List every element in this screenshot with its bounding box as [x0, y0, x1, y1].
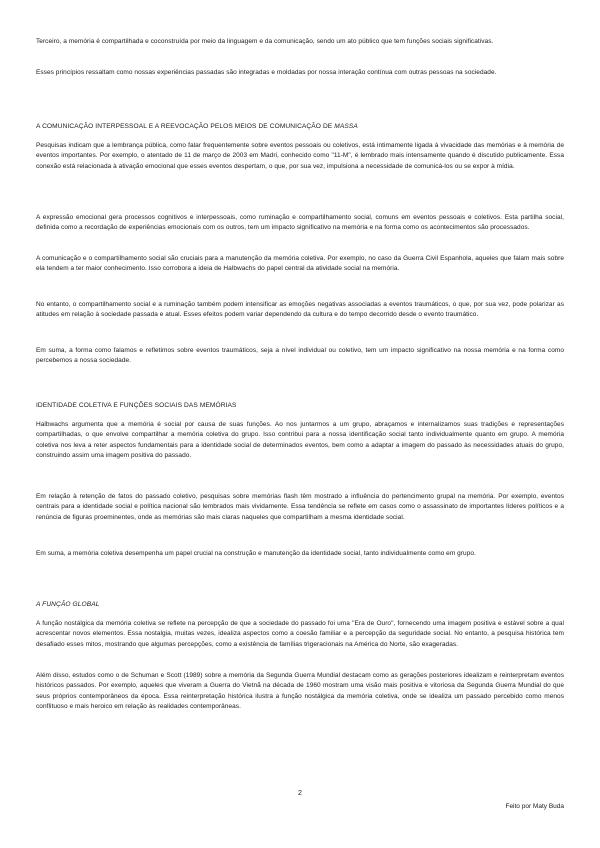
page-number: 2	[298, 790, 302, 797]
paragraph-s1-3: A comunicação e o compartilhamento social são cruciais para a manutenção da memória coletiva. Por exemplo, no caso da Guerra Civil Espanhola, aqueles que falam mais sobre ela tendem a ter maior conhecimento. Isso corrobora a ideia de Halbwachs do papel central da atividade social na memória.	[36, 255, 564, 273]
paragraph-s1-5: Em suma, a forma como falamos e refletimos sobre eventos traumáticos, seja a nível individual ou coletivo, tem um impacto significativo na nossa memória e na forma como percebemos a nossa sociedade.	[36, 347, 564, 365]
paragraph-s1-2: A expressão emocional gera processos cognitivos e interpessoais, como ruminação e compartilhamento social, comuns em eventos pessoais e coletivos. Esta partilha social, definida como a recordação de experiências emocionais com os outros, tem um impacto significativo na memória e na forma como os acontecimentos são processados.	[36, 214, 564, 232]
paragraph-s1-4: No entanto, o compartilhamento social e a ruminação também podem intensificar as emoções negativas associadas a eventos traumáticos, o que, por sua vez, pode polarizar as atitudes em relação à sociedade passada e atual. Esses efeitos podem variar dependendo da cultura e do tempo decorrido desde o evento traumático.	[36, 301, 564, 319]
paragraph-s3-1: A função nostálgica da memória coletiva se reflete na percepção de que a sociedade do passado foi uma "Era de Ouro", fornecendo uma imagem positiva e estável sobre a qual acrescentar novos elementos. Essa nostalgia, muitas vezes, idealiza aspectos como a coesão familiar e a percepção da seguridade social. No entanto, a pesquisa histórica tem desafiado esses mitos, mostrando que algumas percepções, como a existência de famílias trigeracionais na América do Norte, são exageradas.	[36, 620, 564, 648]
section-heading-comunicacao	[36, 122, 564, 132]
footer-author: Feito por Maty Buda	[505, 803, 564, 810]
paragraph-s1-1: Pesquisas indicam que a lembrança pública, como falar frequentemente sobre eventos pessoais ou coletivos, está intimamente ligada à vivacidade das memórias e à memória de eventos importantes. Por exemplo, o atentado de 11 de março de 2003 em Madri, conhecido como "11-M", é lembrado mais intensamente quando é discutido publicamente. Essa conexão está relacionada à ativação emocional que esses eventos despertam, o que, por sua vez, impulsiona a necessidade de comunicá-los ou se expor à mídia.	[36, 142, 564, 170]
section-heading-funcao-global	[36, 600, 564, 610]
paragraph-intro-1: Terceiro, a memória é compartilhada e coconstruída por meio da linguagem e da comunicação, sendo um ato público que tem funções sociais significativas.	[36, 38, 494, 45]
paragraph-s2-3: Em suma, a memória coletiva desempenha um papel crucial na construção e manutenção da identidade social, tanto individualmente como em grupo.	[36, 550, 476, 557]
section-heading-identidade: IDENTIDADE COLETIVA E FUNÇÕES SOCIAIS DAS MEMÓRIAS	[36, 402, 237, 409]
section-heading-text: A COMUNICAÇÃO INTERPESSOAL E A REEVOCAÇÃO PELOS MEIOS DE COMUNICAÇÃO DE	[36, 123, 333, 130]
paragraph-s2-1: Halbwachs argumenta que a memória é social por causa de suas funções. Ao nos juntarmos a um grupo, abraçamos e internalizamos suas tradições e representações compartilhadas, o que envolve compartilhar a memória coletiva do grupo. Isso contribui para a nossa identificação social tanto individualmente quanto em grupo. A memória coletiva nos leva a reter aspectos fundamentais para a identidade social de determinados eventos, bem como a adaptar a imagem do passado às necessidades atuais do grupo, construindo assim uma imagem positiva do passado.	[36, 421, 564, 459]
section-heading-text: A FUNÇÃO GLOBAL	[36, 601, 100, 608]
paragraph-intro-2: Esses princípios ressaltam como nossas experiências passadas são integradas e moldadas por nossa interação contínua com outras pessoas na sociedade.	[36, 69, 497, 76]
paragraph-s2-2: Em relação à retenção de fatos do passado coletivo, pesquisas sobre memórias flash têm mostrado a influência do pertencimento grupal na memória. Por exemplo, eventos centrais para a identidade social e política nacional são lembrados mais vividamente. Essa tendência se reflete em casos como o assassinato de importantes líderes políticos e a renúncia de figuras proeminentes, onde as memórias são mais claras naqueles que compartilham a mesma identidade social.	[36, 493, 564, 521]
paragraph-s3-2: Além disso, estudos como o de Schuman e Scott (1989) sobre a memória da Segunda Guerra Mundial destacam como as gerações posteriores idealizam e reinterpretam eventos históricos passados. Por exemplo, aqueles que viveram a Guerra do Vietnã na década de 1960 mostram uma visão mais positiva e vitoriosa da Segunda Guerra Mundial do que seus próprios contemporâneos da época. Essa reinterpretação histórica ilustra a função nostálgica da memória coletiva, onde se idealiza um passado percebido como menos conflituoso e mais heroico em relação às realidades contemporâneas.	[36, 672, 564, 710]
section-heading-italic: MASSA	[334, 123, 358, 130]
